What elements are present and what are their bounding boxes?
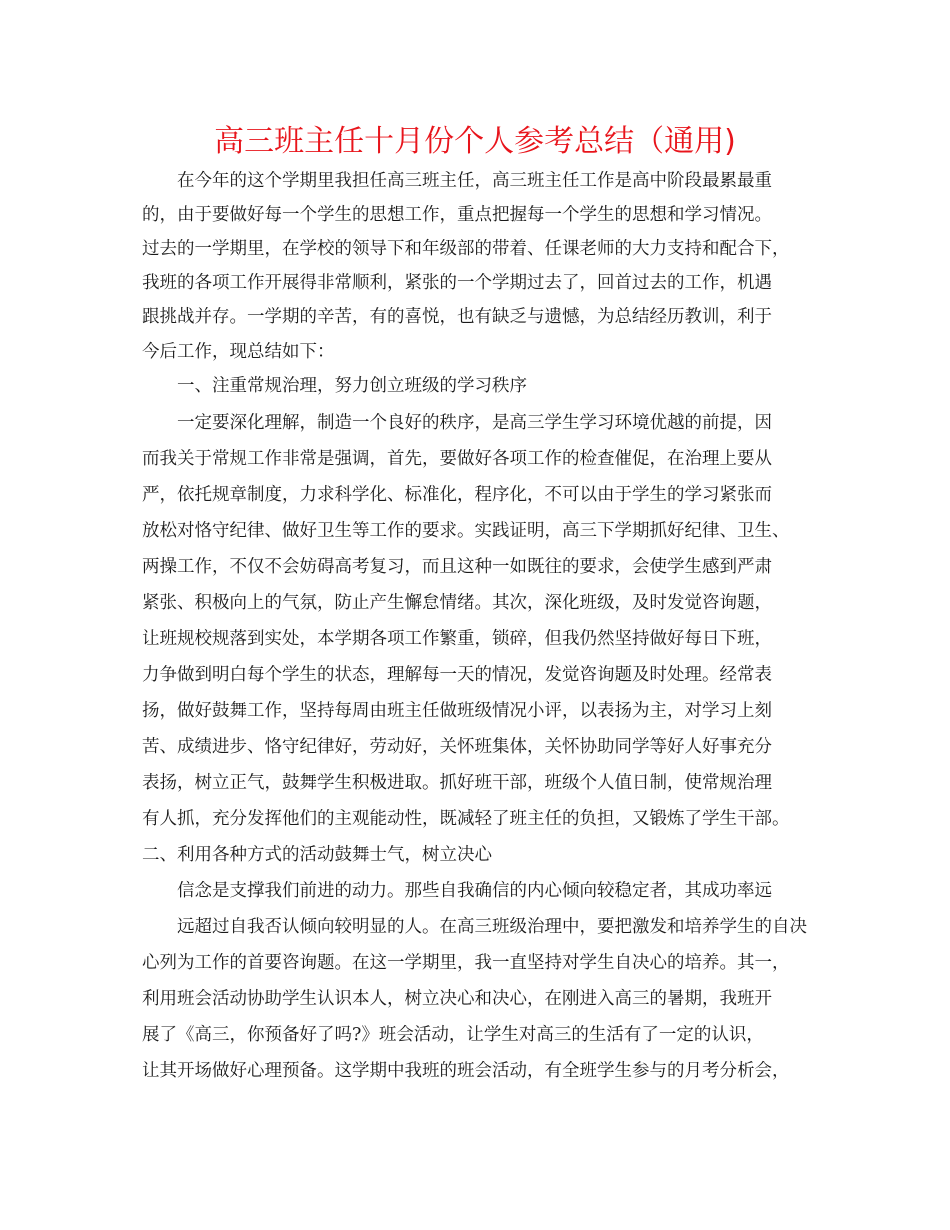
paragraph-line: 有人抓，充分发挥他们的主观能动性，既减轻了班主任的负担，又锻炼了学生干部。 (142, 809, 790, 829)
paragraph-line: 我班的各项工作开展得非常顺利，紧张的一个学期过去了，回首过去的工作，机遇 (142, 273, 772, 293)
paragraph-line: 过去的一学期里，在学校的领导下和年级部的带着、任课老师的大力支持和配合下， (142, 239, 790, 259)
paragraph-line: 心列为工作的首要咨询题。在这一学期里，我一直坚持对学生自决心的培养。其一， (142, 953, 790, 973)
paragraph-line: 让其开场做好心理预备。这学期中我班的班会活动，有全班学生参与的月考分析会， (142, 1061, 790, 1081)
paragraph-line: 利用班会活动协助学生认识本人，树立决心和决心，在刚进入高三的暑期，我班开 (142, 989, 772, 1009)
paragraph-line: 一定要深化理解，制造一个良好的秩序，是高三学生学习环境优越的前提，因 (177, 413, 772, 433)
paragraph-line: 二、利用各种方式的活动鼓舞士气，树立决心 (142, 845, 492, 865)
paragraph-line: 的，由于要做好每一个学生的思想工作，重点把握每一个学生的思想和学习情况。 (142, 205, 772, 225)
paragraph-line: 而我关于常规工作非常是强调，首先，要做好各项工作的检查催促，在治理上要从 (142, 449, 772, 469)
paragraph-line: 今后工作，现总结如下： (142, 342, 335, 362)
paragraph-line: 让班规校规落到实处，本学期各项工作繁重，锁碎，但我仍然坚持做好每日下班， (142, 629, 772, 649)
section-heading: 一、注重常规治理，努力创立班级的学习秩序 (177, 376, 527, 396)
paragraph-line: 展了《高三，你预备好了吗?》班会活动，让学生对高三的生活有了一定的认识， (142, 1025, 764, 1045)
paragraph-line: 放松对恪守纪律、做好卫生等工作的要求。实践证明，高三下学期抓好纪律、卫生、 (142, 521, 790, 541)
paragraph-line: 扬，做好鼓舞工作，坚持每周由班主任做班级情况小评，以表扬为主，对学习上刻 (142, 701, 772, 721)
paragraph-line: 远超过自我否认倾向较明显的人。在高三班级治理中，要把激发和培养学生的自决 (177, 917, 807, 937)
paragraph-line: 苦、成绩进步、恪守纪律好，劳动好，关怀班集体，关怀协助同学等好人好事充分 (142, 737, 772, 757)
paragraph-line: 紧张、积极向上的气氛，防止产生懈怠情绪。其次，深化班级，及时发觉咨询题， (142, 593, 772, 613)
paragraph-line: 两操工作，不仅不会妨碍高考复习，而且这种一如既往的要求，会使学生感到严肃 (142, 557, 772, 577)
paragraph-line: 严，依托规章制度，力求科学化、标准化，程序化，不可以由于学生的学习紧张而 (142, 485, 772, 505)
section-heading: 信念是支撑我们前进的动力。那些自我确信的内心倾向较稳定者，其成功率远 (177, 881, 772, 901)
document-title: 高三班主任十月份个人参考总结（通用) (214, 124, 736, 159)
paragraph-line: 表扬，树立正气，鼓舞学生积极进取。抓好班干部，班级个人值日制，使常规治理 (142, 773, 772, 793)
paragraph-line: 力争做到明白每个学生的状态，理解每一天的情况，发觉咨询题及时处理。经常表 (142, 665, 772, 685)
paragraph-line: 在今年的这个学期里我担任高三班主任，高三班主任工作是高中阶段最累最重 (177, 171, 772, 191)
paragraph-line: 跟挑战并存。一学期的辛苦，有的喜悦，也有缺乏与遗憾，为总结经历教训，利于 (142, 307, 772, 327)
